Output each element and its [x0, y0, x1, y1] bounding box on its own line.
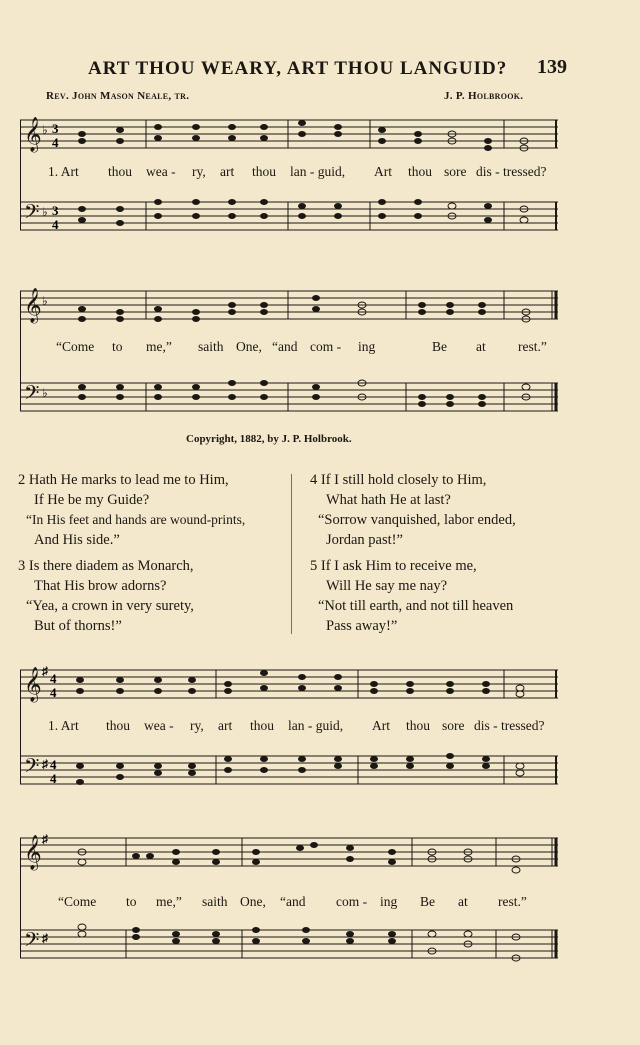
svg-text:♭: ♭: [42, 386, 48, 400]
verse-line: And His side.”: [34, 532, 120, 548]
lyric-syllable: ry,: [190, 718, 204, 733]
lyric-syllable: “and: [272, 339, 298, 354]
svg-text:4: 4: [50, 671, 57, 686]
page-number: 139: [537, 56, 567, 78]
lyric-syllable: at: [476, 339, 486, 354]
verse-number: 3: [18, 558, 26, 574]
svg-text:♯: ♯: [42, 757, 48, 771]
svg-text:𝄢: 𝄢: [24, 930, 40, 956]
lyric-syllable: thou: [252, 164, 277, 179]
svg-text:4: 4: [52, 217, 59, 232]
verse-line: That His brow adorns?: [34, 578, 167, 594]
verse-number: 2: [18, 472, 26, 488]
verse-line: Hath He marks to lead me to Him,: [28, 472, 229, 488]
lyric-syllable: 1. Art: [48, 718, 79, 733]
svg-text:𝄢: 𝄢: [24, 383, 40, 409]
verse-line: Jordan past!”: [326, 532, 403, 548]
lyric-syllable: rest.”: [498, 894, 527, 909]
lyric-syllable: wea -: [144, 718, 174, 733]
lyric-syllable: rest.”: [518, 339, 547, 354]
svg-text:♭: ♭: [42, 205, 48, 219]
lyric-syllable: wea -: [146, 164, 176, 179]
lyric-syllable: ing: [380, 894, 398, 909]
verse-line: “Yea, a crown in very surety,: [26, 598, 194, 614]
hymn-title: ART THOU WEARY, ART THOU LANGUID?: [88, 58, 508, 79]
lyric-syllable: “Come: [56, 339, 95, 354]
svg-text:♭: ♭: [42, 123, 48, 137]
lyric-syllable: Art: [374, 164, 392, 179]
svg-text:𝄢: 𝄢: [24, 202, 40, 228]
lyric-syllable: to: [126, 894, 137, 909]
svg-text:3: 3: [52, 121, 59, 136]
music-system-1: [20, 112, 560, 247]
composer-credit: J. P. Holbrook.: [444, 90, 524, 102]
lyric-syllable: Be: [432, 339, 447, 354]
lyric-syllable: ry,: [192, 164, 206, 179]
lyric-syllable: saith: [198, 339, 224, 354]
lyric-syllable: art: [218, 718, 233, 733]
verse-line: If I ask Him to receive me,: [320, 558, 477, 574]
verse-line: Is there diadem as Monarch,: [28, 558, 194, 574]
lyric-syllable: sore: [442, 718, 465, 733]
lyric-syllable: 1. Art: [48, 164, 79, 179]
lyric-syllable: lan - guid,: [290, 164, 346, 179]
music-system-3: [20, 662, 560, 802]
lyric-syllable: saith: [202, 894, 228, 909]
verse-5: [310, 556, 585, 636]
svg-text:𝄢: 𝄢: [24, 756, 40, 782]
svg-text:♭: ♭: [42, 294, 48, 308]
svg-text:4: 4: [50, 685, 57, 700]
verse-line: “Sorrow vanquished, labor ended,: [318, 512, 516, 528]
svg-text:𝄞: 𝄞: [24, 668, 42, 701]
verse-number: 5: [310, 558, 318, 574]
lyric-syllable: com -: [336, 894, 368, 909]
verse-line: Pass away!”: [326, 618, 398, 634]
svg-text:4: 4: [50, 757, 57, 772]
svg-text:♯: ♯: [42, 664, 48, 678]
verse-line: What hath He at last?: [326, 492, 451, 508]
lyric-syllable: thou: [406, 718, 431, 733]
verse-line: “Not till earth, and not till heaven: [318, 598, 514, 614]
music-system-4: [20, 830, 560, 975]
verse-number: 4: [310, 472, 318, 488]
lyric-syllable: to: [112, 339, 123, 354]
lyric-syllable: thou: [250, 718, 275, 733]
svg-text:4: 4: [52, 135, 59, 150]
lyric-syllable: art: [220, 164, 235, 179]
verse-3: [18, 556, 293, 636]
svg-text:♯: ♯: [42, 931, 48, 945]
lyric-syllable: at: [458, 894, 468, 909]
svg-text:3: 3: [52, 203, 59, 218]
verse-line: Will He say me nay?: [326, 578, 448, 594]
lyric-syllable: me,”: [146, 339, 172, 354]
verse-line: If He be my Guide?: [34, 492, 150, 508]
lyric-syllable: ing: [358, 339, 376, 354]
verse-line: If I still hold closely to Him,: [320, 472, 487, 488]
lyric-syllable: dis - tressed?: [474, 718, 545, 733]
svg-text:𝄞: 𝄞: [24, 289, 42, 322]
lyric-syllable: One,: [236, 339, 262, 354]
svg-text:𝄞: 𝄞: [24, 118, 42, 151]
svg-text:♯: ♯: [42, 832, 48, 846]
verse-2: [18, 470, 293, 550]
lyric-syllable: sore: [444, 164, 467, 179]
lyric-syllable: thou: [106, 718, 131, 733]
verse-line: “In His feet and hands are wound-prints,: [26, 512, 246, 527]
svg-text:𝄞: 𝄞: [24, 836, 42, 869]
author-credit: Rev. John Mason Neale, tr.: [46, 90, 190, 102]
lyric-syllable: “Come: [58, 894, 97, 909]
verse-4: [310, 470, 585, 550]
lyric-syllable: thou: [408, 164, 433, 179]
music-system-2: [20, 283, 560, 423]
copyright-notice: Copyright, 1882, by J. P. Holbrook.: [186, 433, 352, 445]
lyric-syllable: thou: [108, 164, 133, 179]
lyric-syllable: lan - guid,: [288, 718, 344, 733]
lyric-syllable: dis - tressed?: [476, 164, 547, 179]
svg-text:4: 4: [50, 771, 57, 786]
lyric-syllable: Art: [372, 718, 390, 733]
lyric-syllable: One,: [240, 894, 266, 909]
lyric-syllable: Be: [420, 894, 435, 909]
lyric-syllable: com -: [310, 339, 342, 354]
verse-line: But of thorns!”: [34, 618, 122, 634]
lyric-syllable: me,”: [156, 894, 182, 909]
lyric-syllable: “and: [280, 894, 306, 909]
